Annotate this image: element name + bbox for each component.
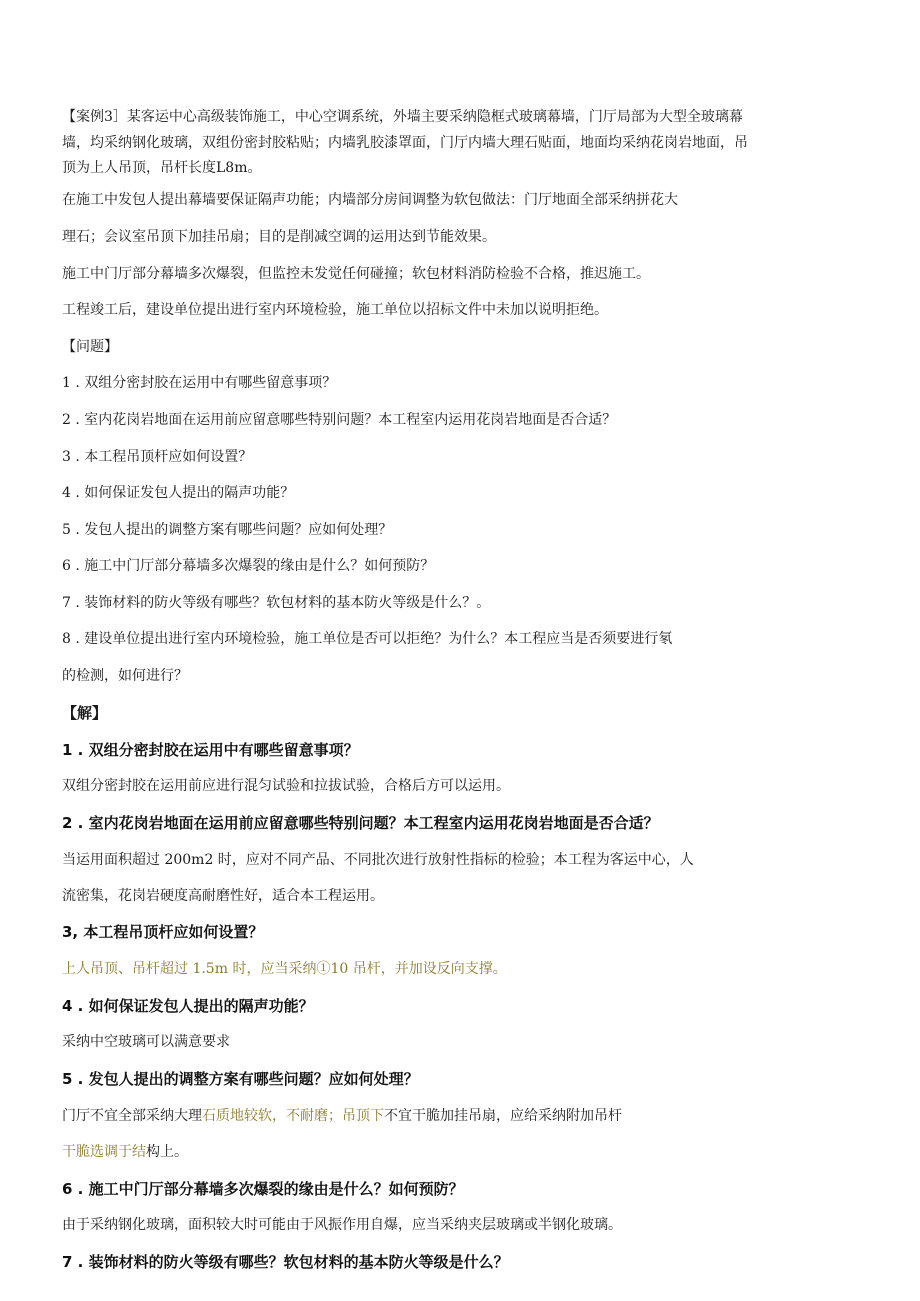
case-line: 工程竣工后，建设单位提出进行室内环境检验，施工单位以招标文件中未加以说明拒绝。 bbox=[62, 302, 608, 318]
answer-text: 上人吊顶、吊杆超过 1.5m 时，应当采纳①10 吊杆，并加设反向支撑。 bbox=[62, 961, 507, 977]
questions-heading: 【问题】 bbox=[62, 339, 118, 355]
answer-text bbox=[62, 1106, 622, 1126]
case-line: 理石；会议室吊顶下加挂吊扇；目的是削减空调的运用达到节能效果。 bbox=[62, 229, 496, 245]
case-line: 在施工中发包人提出幕墙要保证隔声功能；内墙部分房间调整为软包做法：门厅地面全部采纳拼花大 bbox=[62, 192, 678, 208]
answer-text-highlight: 石质地较软，不耐磨；吊顶下 bbox=[202, 1108, 384, 1124]
case-line: 施工中门厅部分幕墙多次爆裂，但监控未发觉任何碰撞；软包材料消防检验不合格，推迟施工。 bbox=[62, 266, 650, 282]
answer-text-part: 构上。 bbox=[146, 1144, 188, 1160]
answer-question: 7 . 装饰材料的防火等级有哪些？软包材料的基本防火等级是什么？ bbox=[62, 1253, 509, 1271]
answers-heading: 【解】 bbox=[62, 704, 108, 722]
answer-text-highlight: 干脆选调于结 bbox=[62, 1144, 146, 1160]
case-line: 墙，均采纳钢化玻璃，双组份密封胶粘贴；内墙乳胶漆罩面，门厅内墙大理石贴面，地面均采纳花岗岩地面，吊 bbox=[62, 135, 748, 151]
answer-question: 5 . 发包人提出的调整方案有哪些问题？应如何处理？ bbox=[62, 1070, 419, 1088]
question-item: 5 . 发包人提出的调整方案有哪些问题？应如何处理？ bbox=[62, 522, 393, 538]
answer-question: 1 . 双组分密封胶在运用中有哪些留意事项？ bbox=[62, 741, 359, 759]
case-line: 顶为上人吊顶，吊杆长度L8m。 bbox=[62, 160, 262, 176]
question-item: 7 . 装饰材料的防火等级有哪些？软包材料的基本防火等级是什么？。 bbox=[62, 595, 491, 611]
answer-text: 流密集，花岗岩硬度高耐磨性好，适合本工程运用。 bbox=[62, 888, 384, 904]
answer-question: 4 . 如何保证发包人提出的隔声功能？ bbox=[62, 997, 314, 1015]
answer-text-part: 不宜干脆加挂吊扇，应给采纳附加吊杆 bbox=[384, 1108, 622, 1124]
answer-text bbox=[62, 1142, 188, 1162]
question-item: 1 . 双组分密封胶在运用中有哪些留意事项？ bbox=[62, 375, 337, 391]
answer-question: 6 . 施工中门厅部分幕墙多次爆裂的缘由是什么？如何预防？ bbox=[62, 1180, 464, 1198]
case-line: 【案例3］某客运中心高级装饰施工，中心空调系统，外墙主要采纳隐框式玻璃幕墙，门厅局部为大型全玻璃幕 bbox=[62, 109, 743, 125]
question-item: 2 . 室内花岗岩地面在运用前应留意哪些特别问题？本工程室内运用花岗岩地面是否合适？ bbox=[62, 412, 617, 428]
answer-text-part: 门厅不宜全部采纳大理 bbox=[62, 1108, 202, 1124]
answer-text: 由于采纳钢化玻璃，面积较大时可能由于风振作用自爆，应当采纳夹层玻璃或半钢化玻璃。 bbox=[62, 1217, 622, 1233]
question-item: 8 . 建设单位提出进行室内环境检验，施工单位是否可以拒绝？为什么？本工程应当是否须要进行氡 bbox=[62, 631, 673, 647]
answer-text: 双组分密封胶在运用前应进行混匀试验和拉拔试验，合格后方可以运用。 bbox=[62, 778, 510, 794]
question-item: 6 . 施工中门厅部分幕墙多次爆裂的缘由是什么？如何预防？ bbox=[62, 558, 435, 574]
answer-text: 当运用面积超过 200m2 时，应对不同产品、不同批次进行放射性指标的检验；本工程为客运中心，人 bbox=[62, 852, 694, 868]
question-item: 4 . 如何保证发包人提出的隔声功能？ bbox=[62, 485, 295, 501]
answer-question: 2 . 室内花岗岩地面在运用前应留意哪些特别问题？本工程室内运用花岗岩地面是否合适？ bbox=[62, 814, 659, 832]
question-item: 3 . 本工程吊顶杆应如何设置？ bbox=[62, 449, 253, 465]
answer-text: 采纳中空玻璃可以满意要求 bbox=[62, 1034, 230, 1050]
question-item: 的检测，如何进行？ bbox=[62, 668, 188, 684]
answer-question: 3, 本工程吊顶杆应如何设置？ bbox=[62, 923, 264, 941]
